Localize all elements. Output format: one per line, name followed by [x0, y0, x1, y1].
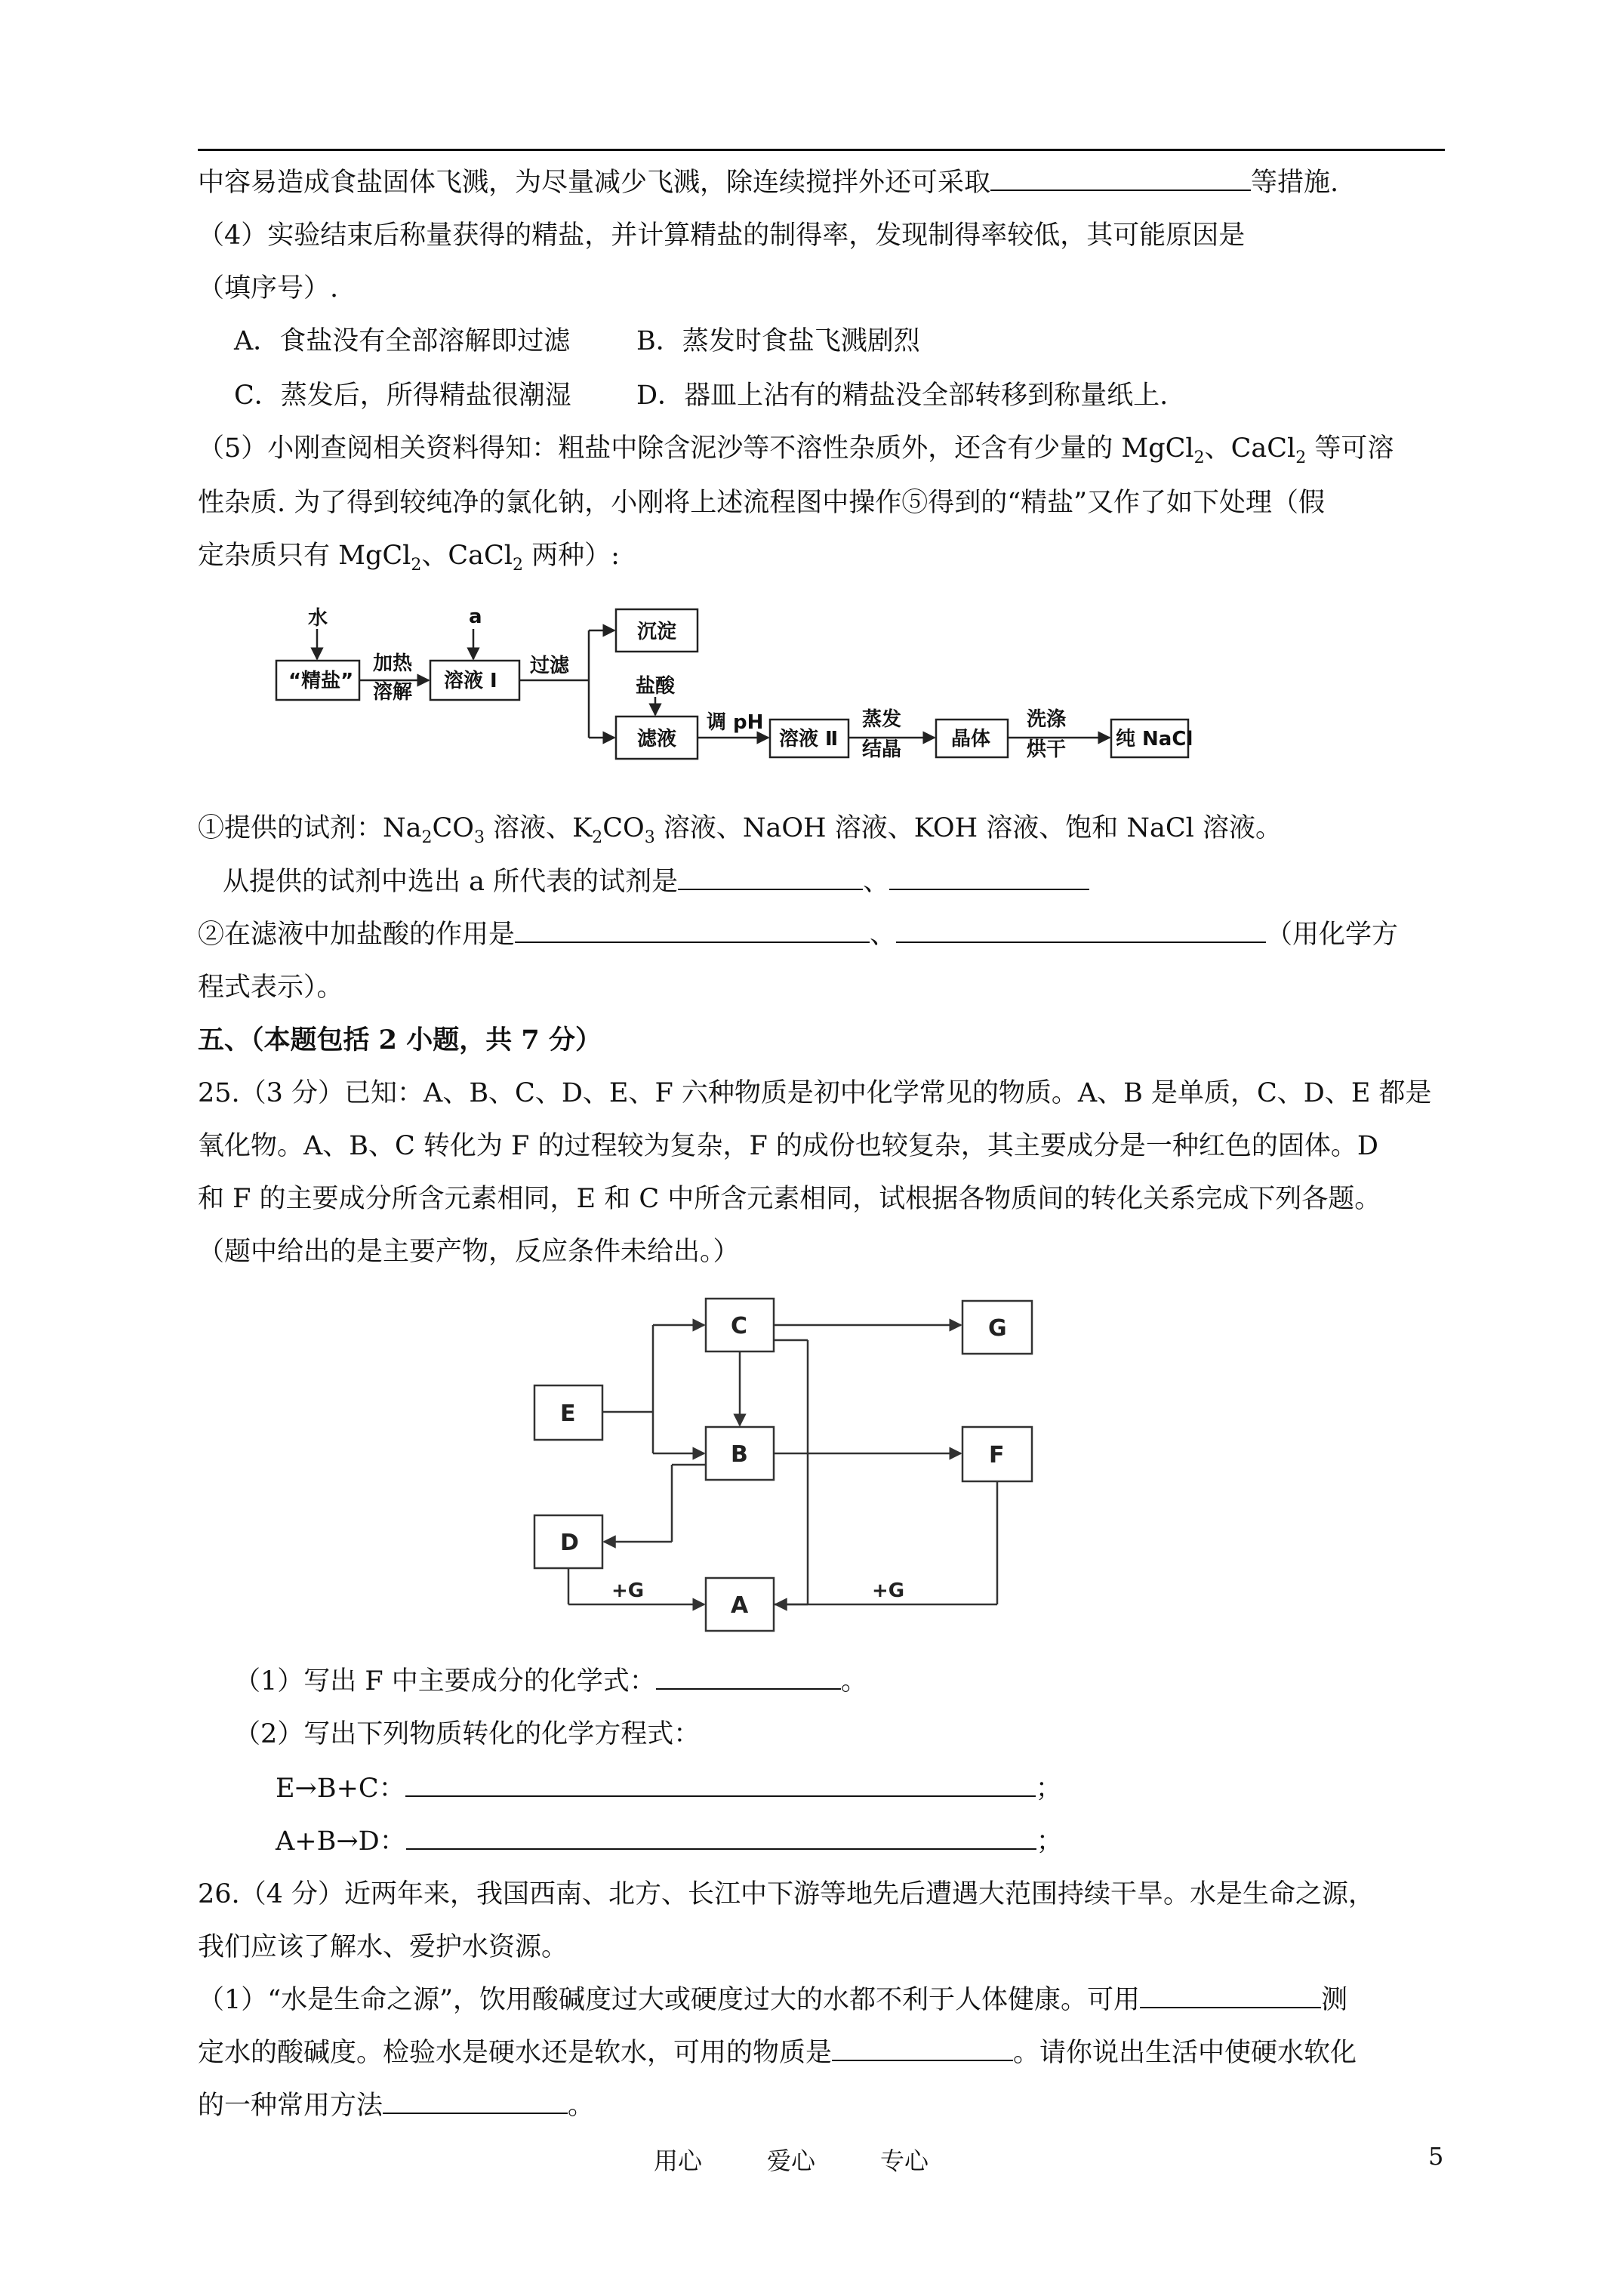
- dissolve-label: 溶解: [373, 681, 413, 704]
- question-26-line4: 定水的酸碱度。检验水是硬水还是软水，可用的物质是 。请你说出生活中使硬水软化: [198, 2038, 1357, 2068]
- precipitate-box: 沉淀: [637, 621, 677, 643]
- node-f: F: [989, 1442, 1005, 1469]
- crystal-box: 晶体: [951, 728, 991, 750]
- hcl-question: ②在滤液中加盐酸的作用是 、 （用化学方: [198, 920, 1399, 950]
- question-25-part1: （1）写出 F 中主要成分的化学式： 。: [234, 1666, 867, 1697]
- reagents-line: ①提供的试剂：$Na_2CO_3$ 溶液、$K_2CO_3$ 溶液、NaOH 溶液、KOH 溶液、饱和 NaCl 溶液。: [198, 813, 1282, 847]
- evaporate-label: 蒸发: [862, 708, 902, 731]
- question-25-line3: 和 F 的主要成分所含元素相同，E 和 C 中所含元素相同，试根据各物质间的转化关系完成下列各题。: [198, 1184, 1381, 1214]
- header-rule: [198, 149, 1445, 151]
- crystallize-label: 结晶: [862, 738, 902, 761]
- hcl-question-cont: 程式表示）。: [198, 972, 343, 1003]
- wash-label: 洗涤: [1027, 708, 1067, 731]
- solution1-box: 溶液 Ⅰ: [444, 670, 497, 692]
- question-26-line5: 的一种常用方法 。: [198, 2091, 595, 2121]
- footer-motto-1: 用心: [654, 2147, 703, 2175]
- purification-flowchart: [272, 600, 1208, 781]
- adjust-ph-label: 调 pH: [707, 711, 764, 734]
- footer-motto-3: 专心: [880, 2147, 929, 2175]
- solution2-box: 溶液 Ⅱ: [779, 728, 839, 750]
- equation-e: E→B+C： ；: [276, 1774, 1062, 1804]
- answer-blank[interactable]: [990, 167, 1251, 191]
- question-5-line3: 定杂质只有 MgCl$_2$、CaCl$_2$ 两种）:: [198, 541, 620, 575]
- question-4-line1: （4）实验结束后称量获得的精盐，并计算精盐的制得率，发现制得率较低，其可能原因是: [198, 220, 1246, 251]
- hcl-label: 盐酸: [636, 675, 676, 698]
- option-a: A．食盐没有全部溶解即过滤: [234, 326, 571, 356]
- question-26-line1: 26.（4 分）近两年来，我国西南、北方、长江中下游等地先后遭遇大范围持续干旱。水是生命之源，: [198, 1879, 1375, 1909]
- footer-motto-2: 爱心: [767, 2147, 816, 2175]
- plus-g-label: +G: [611, 1579, 645, 1602]
- question-25-line2: 氧化物。A、B、C 转化为 F 的过程较为复杂，F 的成份也较复杂，其主要成分是一种红色的固体。D: [198, 1131, 1378, 1161]
- option-d: D．器皿上沾有的精盐没全部转移到称量纸上.: [636, 381, 1169, 411]
- answer-blank[interactable]: [405, 1773, 1036, 1797]
- question-25-line4: （题中给出的是主要产物，反应条件未给出。）: [198, 1237, 740, 1267]
- question-5-line2: 性杂质. 为了得到较纯净的氯化钠，小刚将上述流程图中操作⑤得到的“精盐”又作了如下处理（假: [198, 488, 1326, 518]
- node-d: D: [560, 1530, 579, 1556]
- question-25-part2: （2）写出下列物质转化的化学方程式：: [234, 1719, 701, 1749]
- filtrate-box: 滤液: [637, 728, 677, 750]
- question-25-line1: 25.（3 分）已知：A、B、C、D、E、F 六种物质是初中化学常见的物质。A、B 是单质，C、D、E 都是: [198, 1078, 1432, 1108]
- answer-blank[interactable]: [896, 919, 1266, 943]
- answer-blank[interactable]: [889, 866, 1089, 890]
- filter-label: 过滤: [530, 655, 570, 677]
- question-4-line2: （填序号）.: [198, 273, 339, 304]
- equation-ab: A+B→D： ；: [276, 1826, 1063, 1857]
- node-g: G: [988, 1315, 1007, 1342]
- salt-box: “精盐”: [288, 670, 354, 692]
- answer-blank[interactable]: [678, 866, 863, 890]
- heat-label: 加热: [373, 652, 413, 675]
- answer-blank[interactable]: [1140, 1984, 1321, 2008]
- reagent-a-label: a: [469, 606, 482, 628]
- reagent-a-question: 从提供的试剂中选出 a 所代表的试剂是 、: [223, 865, 1089, 898]
- question-5-line1: （5）小刚查阅相关资料得知：粗盐中除含泥沙等不溶性杂质外，还含有少量的 MgCl$_2$、CaCl$_2$ 等可溶: [198, 433, 1394, 467]
- plus-g-label: +G: [872, 1579, 905, 1602]
- node-c: C: [731, 1313, 748, 1339]
- water-label: 水: [308, 607, 328, 630]
- node-b: B: [731, 1441, 748, 1468]
- question-26-line2: 我们应该了解水、爱护水资源。: [198, 1932, 568, 1962]
- question-26-line3: （1）“水是生命之源”，饮用酸碱度过大或硬度过大的水都不利于人体健康。可用 测: [198, 1985, 1348, 2015]
- section-title: 五、（本题包括 2 小题，共 7 分）: [198, 1025, 602, 1056]
- option-c: C．蒸发后，所得精盐很潮湿: [234, 381, 571, 411]
- answer-blank[interactable]: [406, 1826, 1036, 1850]
- substance-relation-diagram: [528, 1287, 1057, 1642]
- page-number: 5: [1428, 2142, 1444, 2171]
- answer-blank[interactable]: [832, 2037, 1013, 2061]
- answer-blank[interactable]: [383, 2090, 568, 2114]
- dry-label: 烘干: [1027, 738, 1067, 761]
- answer-blank[interactable]: [656, 1666, 841, 1690]
- pure-nacl-box: 纯 NaCl: [1116, 728, 1193, 750]
- node-a: A: [731, 1592, 749, 1619]
- option-b: B．蒸发时食盐飞溅剧烈: [636, 326, 920, 356]
- node-e: E: [560, 1401, 576, 1427]
- text-line: 中容易造成食盐固体飞溅，为尽量减少飞溅，除连续搅拌外还可采取 等措施.: [198, 168, 1339, 198]
- answer-blank[interactable]: [515, 919, 870, 943]
